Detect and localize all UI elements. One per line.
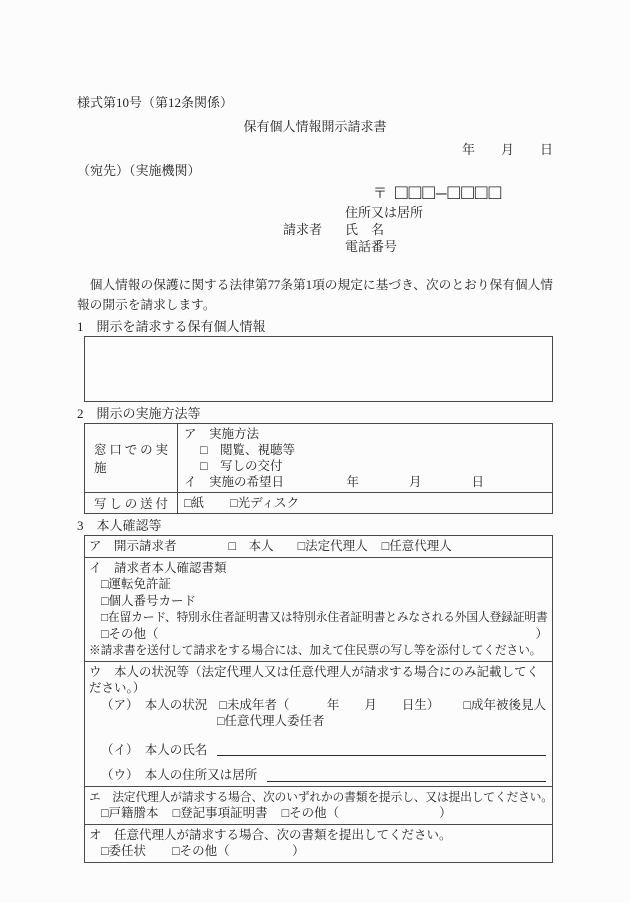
postal-mark-icon: 〒	[373, 186, 387, 202]
checkbox-power-of-attorney: □委任状	[101, 844, 147, 858]
window-content-cell	[178, 424, 552, 492]
table-row-id-documents	[85, 558, 552, 662]
checkbox-voluntary-representative: □任意代理人	[381, 539, 452, 553]
checkbox-optical-disc: □光ディスク	[230, 496, 300, 510]
date-line: 年 月 日	[461, 142, 553, 157]
legal-rep-options	[101, 805, 548, 822]
requester-type-label: ア 開示請求者	[89, 539, 177, 553]
checkbox-copy-delivery: □ 写しの交付	[200, 459, 283, 473]
principal-address-underline	[267, 767, 546, 782]
requester-label-spacer	[283, 238, 345, 255]
phone-label: 電話番号	[345, 239, 398, 254]
copy-content-cell	[178, 493, 552, 513]
checkbox-registration-certificate: □登記事項証明書	[172, 806, 268, 820]
principal-status-label: ウ 本人の状況等（法定代理人又は任意代理人が請求する場合にのみ記載してください。）	[89, 664, 540, 695]
window-label-cell	[85, 424, 178, 492]
checkbox-adult-ward: □成年被後見人	[463, 697, 546, 712]
method-heading: ア 実施方法	[184, 427, 260, 441]
checkbox-viewing: □ 閲覧、視聴等	[200, 443, 296, 457]
identity-verification-table	[84, 535, 553, 863]
checkbox-other-id-open: □その他（	[101, 626, 159, 641]
checkbox-family-register: □戸籍謄本	[101, 806, 159, 820]
checkbox-principal: □ 本人	[228, 539, 274, 553]
requester-name-row	[283, 221, 553, 238]
requester-address-row	[283, 204, 553, 221]
addressee-line: （宛先）（実施機関）	[77, 163, 201, 178]
mailing-note: ※請求書を送付して請求をする場合には、加えて住民票の写し等を添付してください。	[89, 643, 542, 657]
section2-heading: 2 開示の実施方法等	[77, 406, 201, 421]
checkbox-mynumber-card: □個人番号カード	[101, 593, 197, 608]
principal-name-underline	[217, 742, 546, 757]
copy-label-cell	[85, 493, 178, 513]
intro-paragraph: 個人情報の保護に関する法律第77条第1項の規定に基づき、次のとおり保有個人情報の開示を請求します。	[77, 278, 553, 312]
form-title: 保有個人情報開示請求書	[243, 119, 387, 134]
blank-space	[159, 626, 536, 643]
table-row-voluntary-rep-documents	[85, 825, 552, 862]
address-label: 住所又は居所	[345, 205, 424, 220]
checkbox-paper: □紙	[184, 496, 205, 510]
principal-name-line	[101, 742, 548, 759]
disclosure-method-table	[84, 423, 553, 514]
checkbox-drivers-license: □運転免許証	[101, 577, 172, 591]
table-row-legal-rep-documents	[85, 787, 552, 825]
checkbox-other-legal-doc: □その他（ ）	[281, 806, 452, 820]
requester-phone-row	[283, 238, 553, 255]
requested-info-box	[84, 336, 553, 402]
status-sublabel: （ア） 本人の状況	[101, 697, 208, 712]
name-label: 氏 名	[345, 222, 385, 237]
requester-label-spacer	[283, 204, 345, 221]
requester-label: 請求者	[283, 222, 323, 237]
principal-address-label: （ウ） 本人の住所又は居所	[101, 768, 258, 782]
voluntary-rep-label: オ 任意代理人が請求する場合、次の書類を提出してください。	[89, 827, 452, 842]
principal-address-line	[101, 767, 548, 784]
principal-status-line	[101, 697, 548, 714]
table-row-copy-sending	[85, 493, 552, 513]
checkbox-other-voluntary-doc: □その他（ ）	[172, 844, 305, 858]
form-number: 様式第10号（第12条関係）	[77, 95, 234, 110]
postal-code-boxes: □□□–□□□□	[395, 180, 503, 204]
section3-heading: 3 本人確認等	[77, 518, 162, 533]
principal-name-label: （イ） 本人の氏名	[101, 742, 208, 757]
id-documents-label: イ 請求者本人確認書類	[89, 560, 227, 575]
table-row-window	[85, 424, 552, 493]
section1-heading: 1 開示を請求する保有個人情報	[77, 319, 266, 334]
checkbox-residence-card: □在留カード、特別永住者証明書又は特別永住者証明書とみなされる外国人登録証明書	[101, 610, 548, 624]
checkbox-other-id-close: ）	[535, 626, 548, 641]
checkbox-other-id	[101, 626, 548, 643]
checkbox-legal-representative: □法定代理人	[297, 539, 368, 553]
postal-code-line	[373, 181, 553, 204]
checkbox-voluntary-rep-delegator: □任意代理人委任者	[217, 714, 325, 728]
checkbox-minor: □未成年者（ 年 月 日生）	[219, 697, 440, 712]
table-row-principal-status	[85, 662, 552, 787]
voluntary-rep-options	[101, 843, 548, 860]
legal-rep-label: エ 法定代理人が請求する場合、次のいずれかの書類を提示し、又は提出してください。	[89, 789, 553, 804]
table-row-requester-type	[85, 536, 552, 558]
window-label: 窓口での実施	[94, 443, 168, 475]
copy-label: 写しの送付	[94, 497, 168, 511]
requester-block	[283, 181, 553, 255]
desired-date-line: イ 実施の希望日 年 月 日	[184, 475, 485, 489]
